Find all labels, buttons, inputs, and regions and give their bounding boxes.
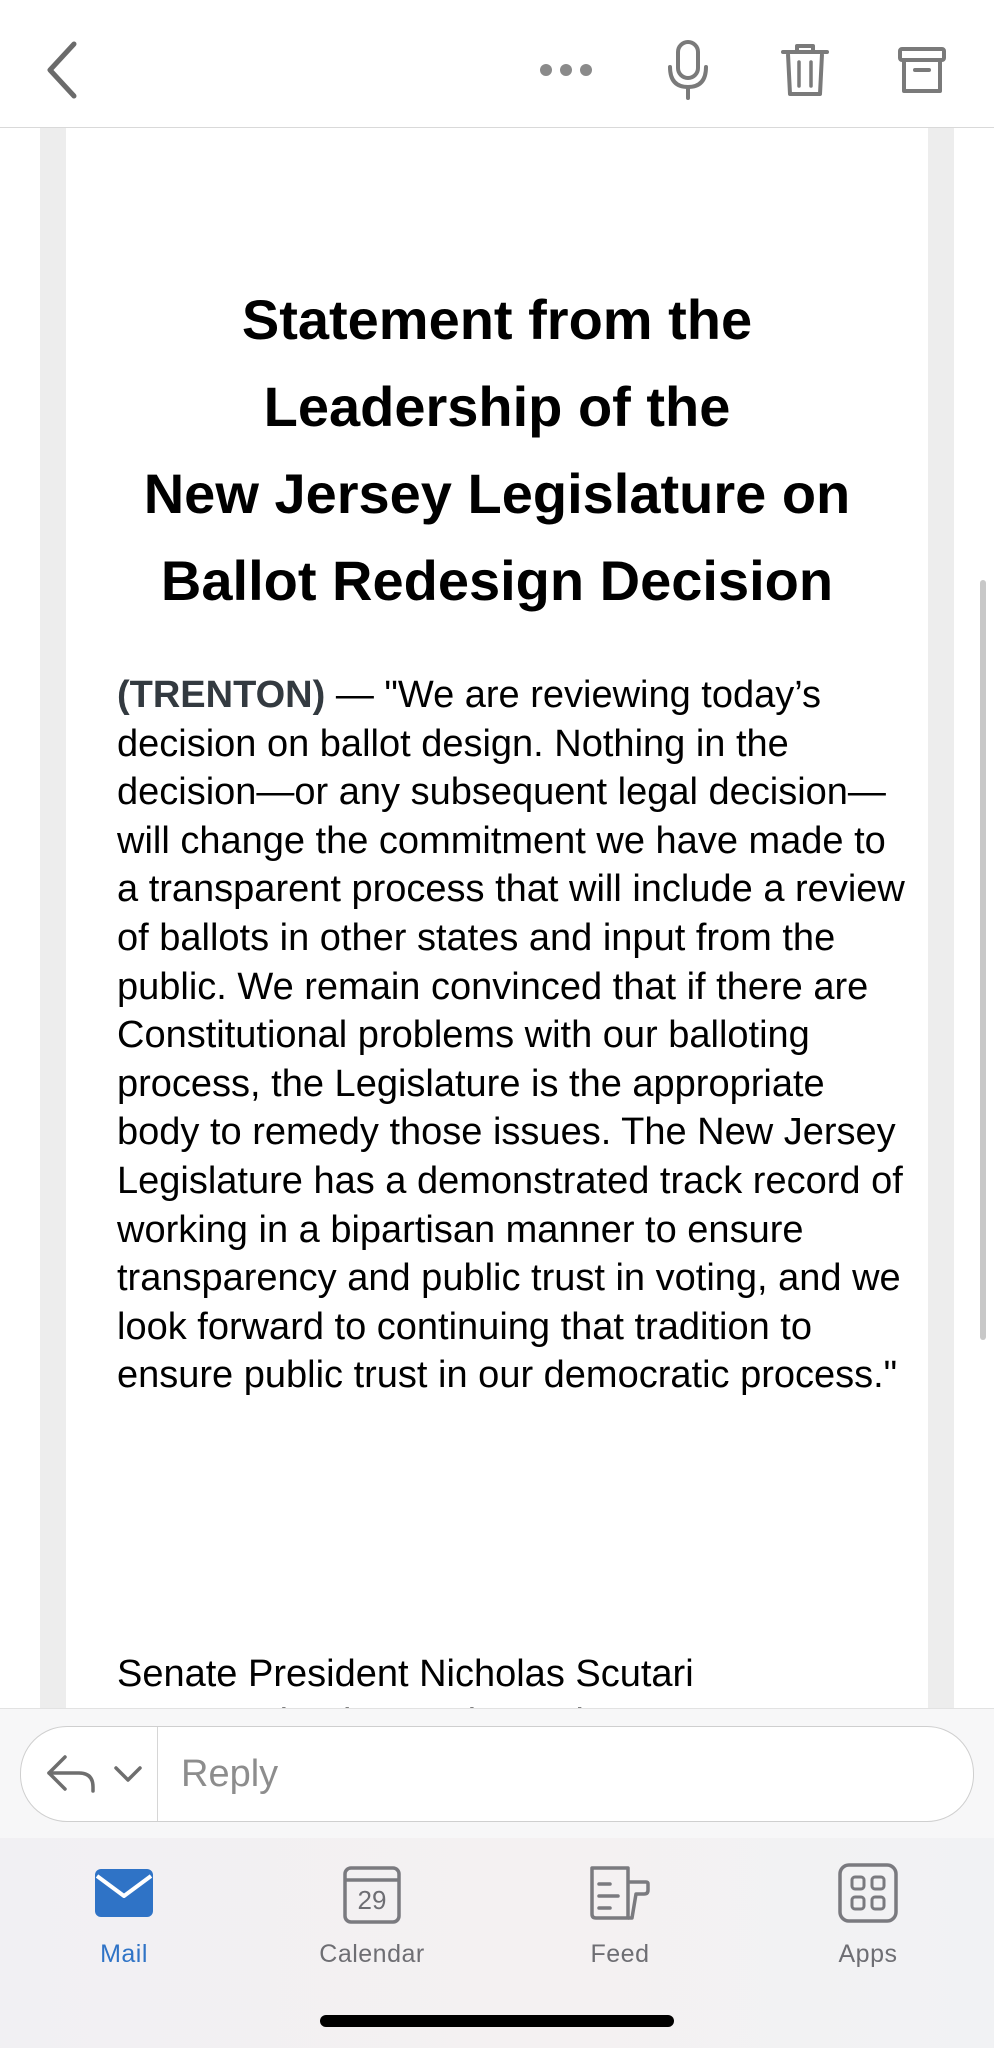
dateline: (TRENTON) bbox=[117, 674, 326, 716]
microphone-icon bbox=[666, 39, 710, 101]
email-message-page bbox=[66, 128, 928, 1708]
email-margin-left bbox=[40, 128, 66, 1708]
statement-text: — "We are reviewing today’s decision on ballot design. Nothing in the decision—or any subsequent legal decision—will change the commitment we have made to a transparent process that will include a review of ballots in other states and input from the public. We remain convinced that if there are Constitutional problems with our balloting process, the Legislature is the appropriate body to remedy those issues. The New Jersey Legislature has a demonstrated track record of working in a bipartisan manner to ensure transparency and public trust in voting, and we look forward to continuing that tradition to ensure public trust in our democratic process." bbox=[117, 674, 905, 1397]
archive-button[interactable] bbox=[882, 30, 962, 110]
reply-input[interactable] bbox=[181, 1749, 881, 1799]
tab-label: Apps bbox=[838, 1940, 898, 1968]
feed-icon bbox=[588, 1864, 652, 1927]
statement-paragraph bbox=[117, 671, 907, 1400]
chevron-down-icon bbox=[113, 1765, 143, 1788]
apps-grid-icon bbox=[838, 1863, 898, 1928]
tab-label: Calendar bbox=[319, 1940, 425, 1968]
archive-box-icon bbox=[897, 45, 947, 95]
trash-icon bbox=[780, 42, 830, 98]
reply-options-button[interactable] bbox=[21, 1727, 158, 1821]
headline-line: Statement from the bbox=[241, 288, 753, 351]
message-toolbar bbox=[0, 0, 994, 128]
headline-line: Leadership of the bbox=[263, 375, 731, 438]
reply-bar bbox=[0, 1708, 994, 1839]
reply-arrow-icon bbox=[45, 1753, 97, 1800]
home-indicator[interactable] bbox=[320, 2015, 674, 2027]
mail-icon bbox=[94, 1868, 154, 1923]
signer-line: Senate President Nicholas Scutari bbox=[117, 1653, 694, 1695]
tab-mail[interactable] bbox=[34, 1856, 214, 1976]
ellipsis-icon bbox=[536, 60, 596, 80]
tab-apps[interactable] bbox=[778, 1856, 958, 1976]
more-options-button[interactable] bbox=[526, 30, 606, 110]
reply-box[interactable] bbox=[20, 1726, 974, 1822]
tab-label: Mail bbox=[100, 1940, 148, 1968]
tab-feed[interactable] bbox=[530, 1856, 710, 1976]
headline-line: Ballot Redesign Decision bbox=[160, 549, 834, 612]
back-button[interactable] bbox=[22, 30, 102, 110]
calendar-day: 29 bbox=[357, 1885, 387, 1915]
email-margin-right bbox=[928, 128, 954, 1708]
chevron-left-icon bbox=[42, 40, 82, 100]
calendar-icon bbox=[343, 1866, 401, 1924]
dictate-button[interactable] bbox=[648, 30, 728, 110]
tab-calendar[interactable] bbox=[282, 1856, 462, 1976]
email-headline bbox=[66, 276, 928, 624]
headline-line: New Jersey Legislature on bbox=[143, 462, 851, 525]
delete-button[interactable] bbox=[765, 30, 845, 110]
tab-label: Feed bbox=[590, 1940, 650, 1968]
scrollbar[interactable] bbox=[980, 580, 986, 1340]
